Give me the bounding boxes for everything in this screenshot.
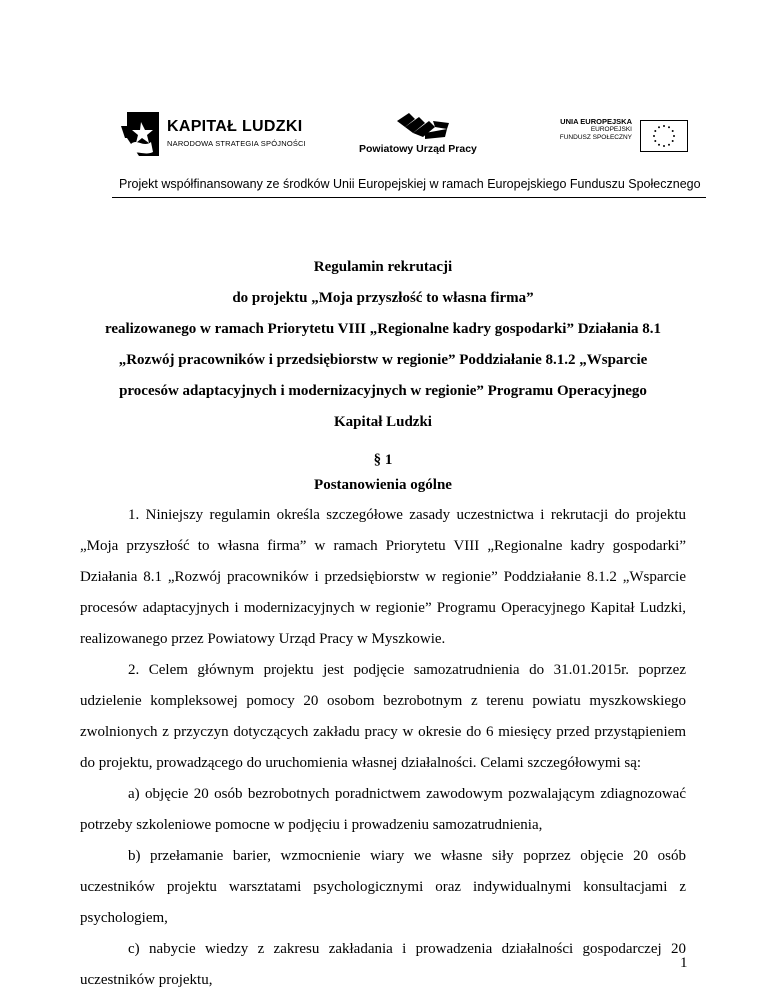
paragraph-2c: c) nabycie wiedzy z zakresu zakładania i prowadzenia działalności gospodarczej 20 uczestników projektu, [80, 941, 686, 988]
header-divider [112, 197, 706, 198]
kapital-ludzki-subtitle: NARODOWA STRATEGIA SPÓJNOŚCI [167, 139, 306, 148]
title-line-6: Kapitał Ludzki [334, 414, 432, 430]
paragraph-1: 1. Niniejszy regulamin określa szczegółowe zasady uczestnictwa i rekrutacji do projektu „Moja przyszłość to własna firma” w ramach Priorytetu VIII „Regionalne kadry gospodarki” Działania 8.1 „Rozwój pracowników i przedsiębiorstw w regionie” Poddziałanie 8.1.2 „Wsparcie procesów adaptacyjnych i modernizacyjnych w regionie” Programu Operacyjnego Kapitał Ludzki, realizowanego przez Powiatowy Urząd Pracy w Myszkowie. [80, 507, 686, 647]
kapital-ludzki-logo [119, 108, 309, 164]
eu-logo [552, 118, 692, 158]
eu-text [552, 118, 632, 142]
pup-logo [355, 111, 495, 159]
eu-line-3: FUNDUSZ SPOŁECZNY [559, 134, 632, 141]
eu-flag-icon [640, 120, 688, 152]
kapital-ludzki-title: KAPITAŁ LUDZKI [167, 118, 303, 135]
paragraph-2: 2. Celem głównym projektu jest podjęcie samozatrudnienia do 31.01.2015r. poprzez udzielenie kompleksowej pomocy 20 osobom bezrobotnym z terenu powiatu myszkowskiego zwolnionych z przyczyn dotyczących zakładu pracy w okresie do 6 miesięcy przed przystąpieniem do projektu, prowadzącego do uruchomienia własnej działalności. Celami szczegółowymi są: [80, 662, 686, 771]
cofinancing-note: Projekt współfinansowany ze środków Unii Europejskiej w ramach Europejskiego Funduszu Społecznego [119, 177, 701, 191]
kapital-ludzki-emblem-icon [119, 108, 161, 160]
section-body [80, 500, 686, 996]
paragraph-2b: b) przełamanie barier, wzmocnienie wiary we własne siły poprzez objęcie 20 osób uczestników projektu warsztatami psychologicznymi oraz indywidualnymi konsultacjami z psychologiem, [80, 848, 686, 926]
paragraph-2a: a) objęcie 20 osób bezrobotnych poradnictwem zawodowym pozwalającym zdiagnozować potrzeby szkoleniowe pomocne w podjęciu i prowadzeniu samozatrudnienia, [80, 786, 686, 833]
eu-line-2: EUROPEJSKI [590, 126, 632, 133]
title-line-4: „Rozwój pracowników i przedsiębiorstw w regionie” Poddziałanie 8.1.2 „Wsparcie [118, 352, 648, 368]
section-heading: Postanowienia ogólne [314, 477, 452, 493]
document-title [80, 252, 686, 438]
title-line-3: realizowanego w ramach Priorytetu VIII „Regionalne kadry gospodarki” Działania 8.1 [104, 321, 662, 337]
pup-emblem-icon [395, 111, 451, 141]
title-line-5: procesów adaptacyjnych i modernizacyjnych w regionie” Programu Operacyjnego [119, 383, 647, 399]
eu-line-1: UNIA EUROPEJSKA [560, 117, 632, 126]
pup-name: Powiatowy Urząd Pracy [359, 143, 477, 155]
title-line-1: Regulamin rekrutacji [313, 259, 453, 275]
title-line-2: do projektu „Moja przyszłość to własna firma” [232, 290, 534, 306]
page-number: 1 [680, 955, 688, 971]
section-number: § 1 [373, 452, 393, 468]
